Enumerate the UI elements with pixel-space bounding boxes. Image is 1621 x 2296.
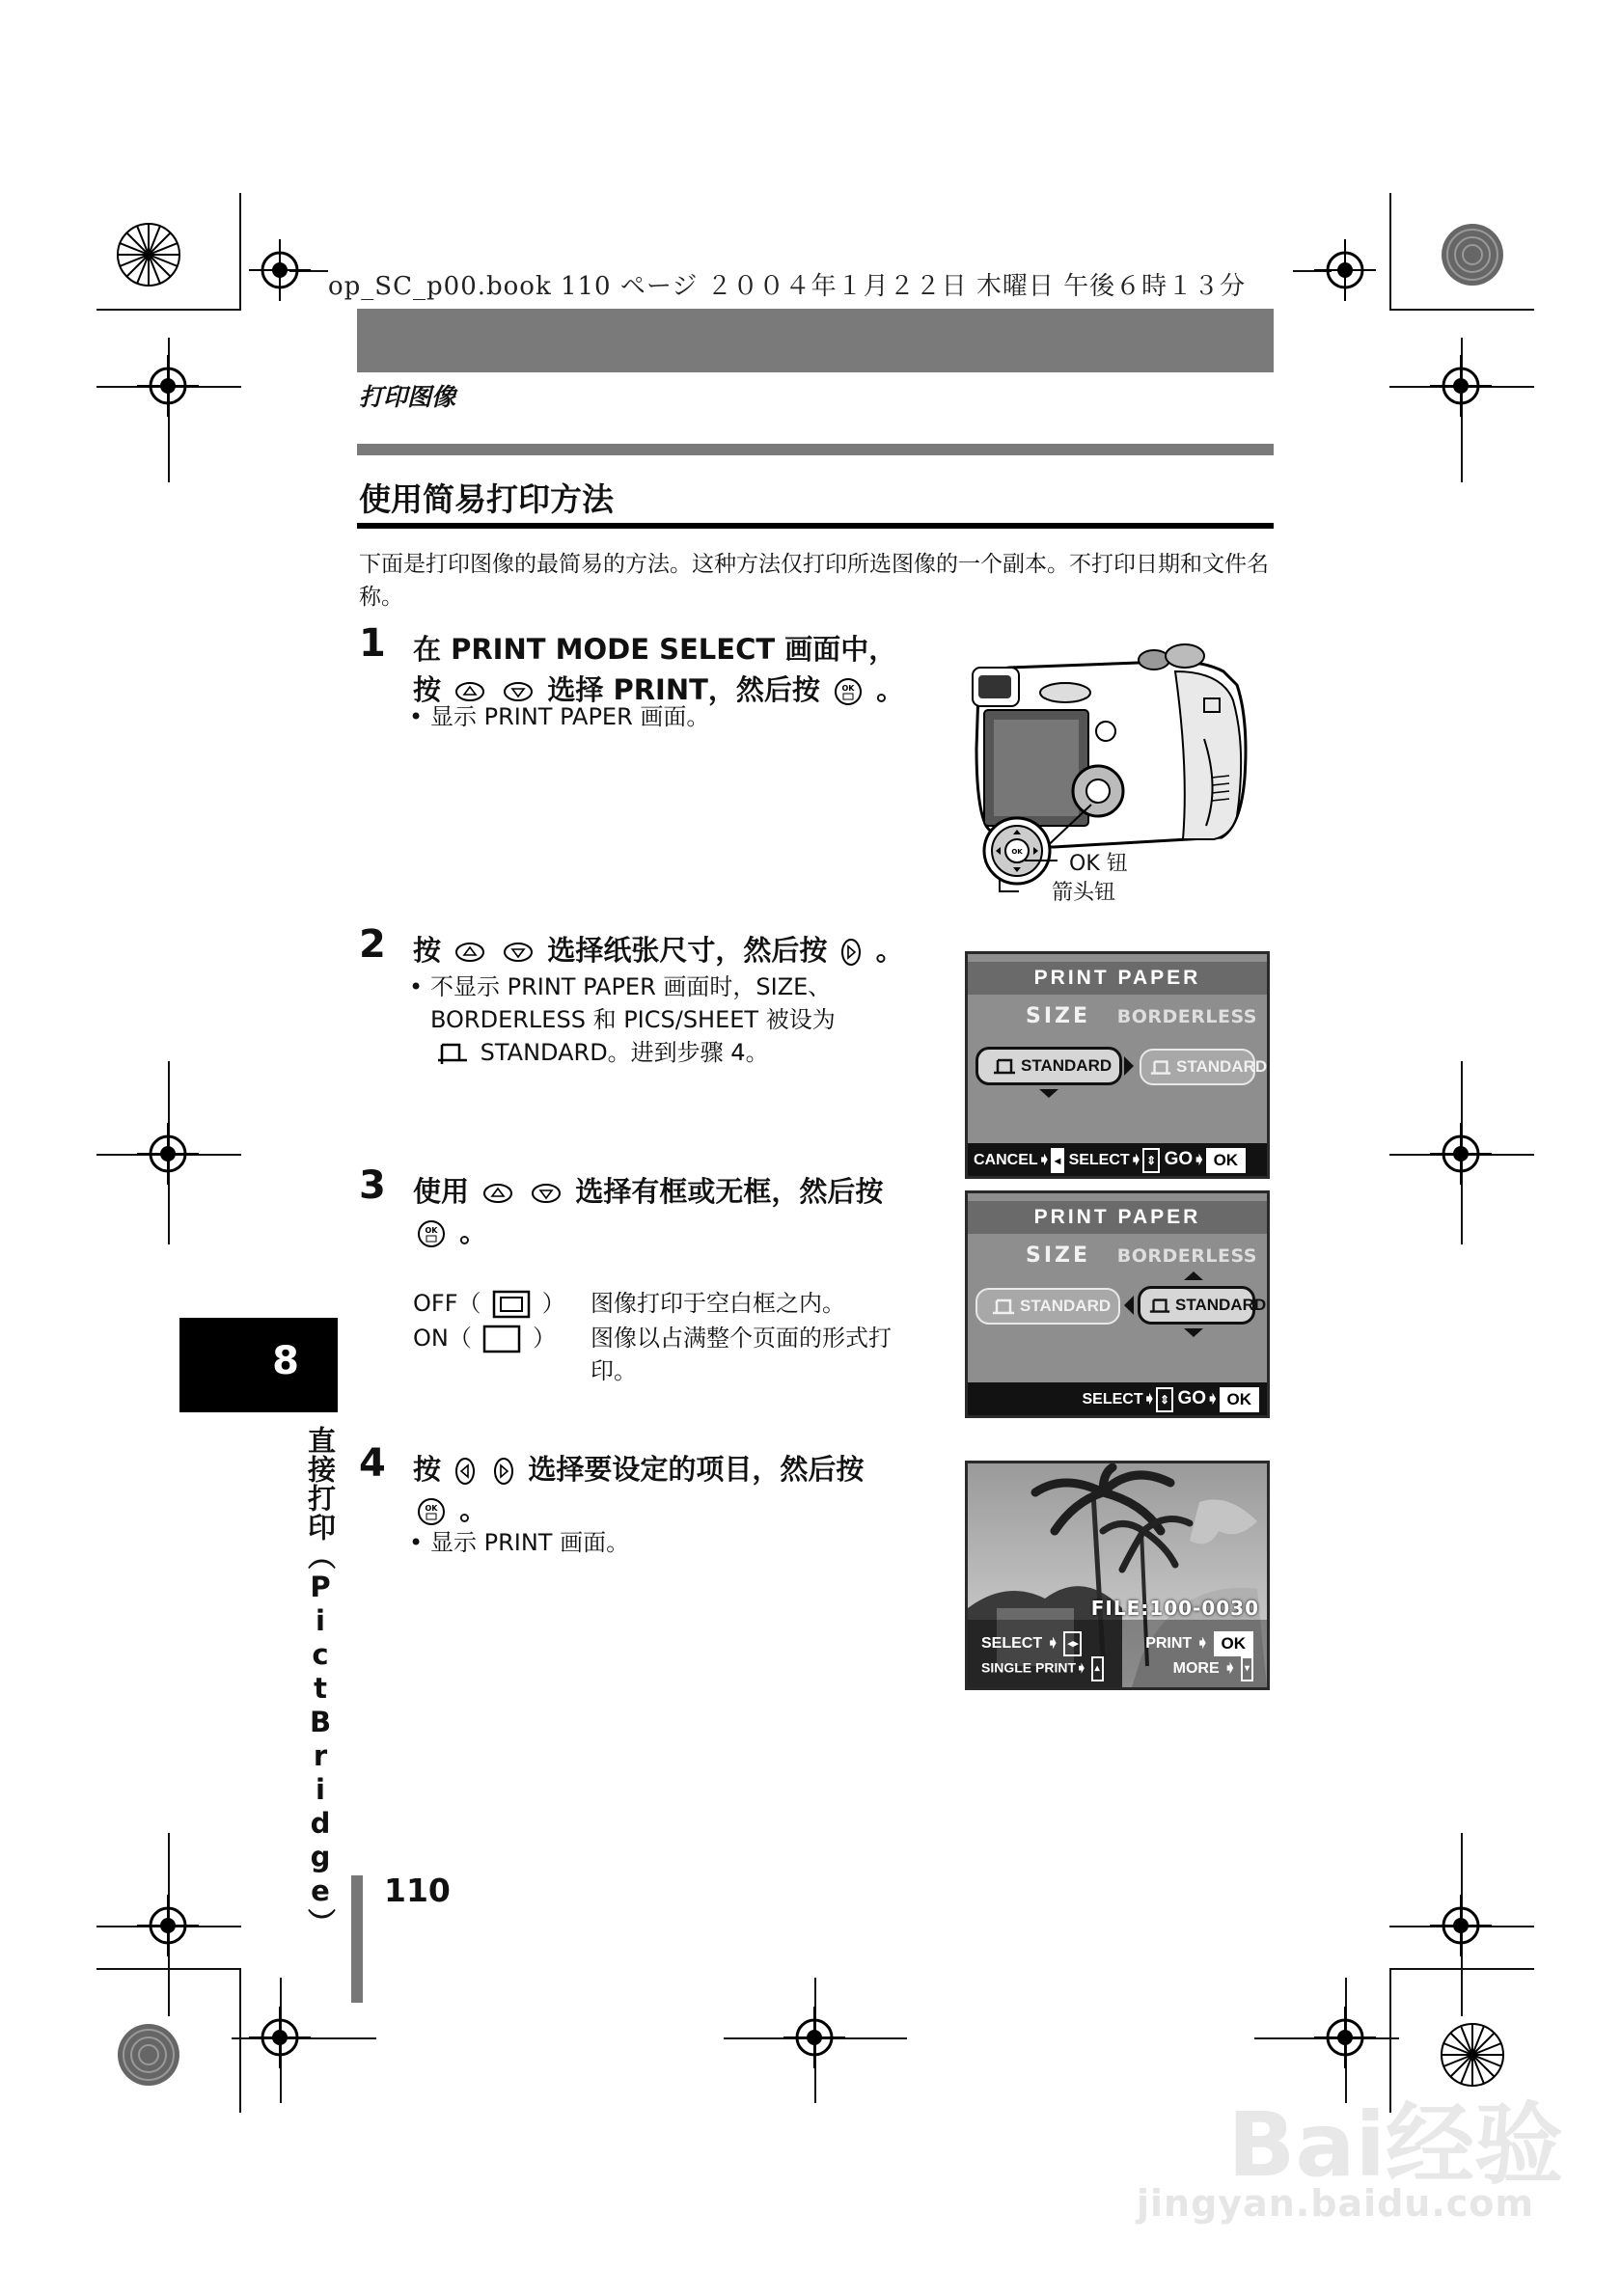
size-option-standard[interactable]: STANDARD (975, 1288, 1120, 1325)
registration-mark-icon (249, 239, 311, 301)
borderless-label: BORDERLESS (1116, 1245, 1257, 1267)
page-number: 110 (384, 1872, 451, 1909)
left-key-icon: ◂ (1051, 1148, 1064, 1173)
arrow-icon: ➧ (1193, 1152, 1206, 1168)
up-arrow-button-icon (482, 1183, 513, 1204)
step-1-line-2: 按 选择 PRINT，然后按 OK 。 (413, 673, 905, 706)
updown-key-icon: ⇕ (1156, 1387, 1173, 1412)
down-arrow-button-icon (503, 681, 534, 702)
print-preview-screen (965, 1461, 1270, 1690)
selector-down-arrow-icon (1037, 1087, 1060, 1099)
ok-button-icon (834, 677, 863, 706)
arrow-icon: ➧ (1129, 1152, 1143, 1168)
ok-key-icon: OK (1206, 1148, 1247, 1173)
updown-key-icon: ⇕ (1142, 1148, 1160, 1173)
borderless-option-standard[interactable]: STANDARD (1138, 1286, 1255, 1325)
registration-mark-icon (137, 1895, 199, 1956)
step-3-instruction: 使用 选择有框或无框，然后按 OK 。 (413, 1175, 884, 1248)
step-4-instruction: 按 选择要设定的项目，然后按 OK 。 (413, 1453, 865, 1526)
step-number: 2 (359, 922, 386, 967)
standard-paper-icon (992, 1057, 1017, 1077)
ok-button-icon (417, 1497, 446, 1526)
screen-title: PRINT PAPER (968, 1201, 1267, 1234)
ok-key-icon: OK (1214, 1631, 1254, 1656)
registration-mark-icon (1314, 2007, 1376, 2068)
intro-paragraph: 下面是打印图像的最简易的方法。这种方法仅打印所选图像的一个副本。不打印日期和文件名称。 (359, 552, 1269, 610)
watermark-logo: Bai经验 (1227, 2093, 1563, 2197)
arrow-icon: ➧ (1046, 1635, 1059, 1653)
selector-down-arrow-icon (1182, 1326, 1205, 1338)
chapter-title-vertical: 直接打印（PictBridge） (304, 1426, 337, 1937)
print-paper-screen (965, 951, 1270, 1179)
bordered-frame-icon (492, 1290, 531, 1319)
down-arrow-button-icon (503, 942, 534, 963)
section-divider (357, 444, 1274, 455)
starburst-mark-icon (116, 222, 181, 287)
up-arrow-button-icon (454, 942, 485, 963)
arrow-icon: ➧ (1037, 1152, 1052, 1168)
registration-mark-icon (783, 2007, 845, 2068)
screen-footer: SELECT➧ ⇕ GO➧ OK (968, 1382, 1267, 1415)
step-2-instruction: 按 选择纸张尺寸，然后按 。 (413, 934, 904, 967)
screen-footer: CANCEL➧ ◂ SELECT➧ ⇕ GO➧ OK (968, 1143, 1267, 1176)
selector-right-arrow-icon (1122, 1054, 1136, 1078)
starburst-mark-icon (1440, 222, 1505, 287)
screen-title: PRINT PAPER (968, 962, 1267, 995)
ok-button-icon (417, 1219, 446, 1248)
section-label: 打印图像 (359, 383, 456, 411)
right-arrow-button-icon (840, 938, 862, 967)
registration-mark-icon (1430, 1895, 1492, 1956)
svg-text:OK: OK (425, 1504, 438, 1513)
leftright-key-icon: ◂▸ (1063, 1631, 1082, 1656)
borderless-on-row: ON（ ） 图像以占满整个页面的形式打 印。 (413, 1325, 892, 1384)
svg-text:OK: OK (841, 684, 855, 693)
step-1-instruction (413, 629, 953, 710)
step-4-note: • 显示 PRINT 画面。 (409, 1529, 630, 1556)
borderless-label: BORDERLESS (1116, 1006, 1257, 1027)
step-number: 4 (359, 1441, 386, 1486)
standard-paper-icon (1149, 1058, 1172, 1078)
print-file-line: op_SC_p00.book 110 ページ ２００４年１月２２日 木曜日 午後６時１３分 (328, 272, 1247, 301)
step-2-note: • 不显示 PRINT PAPER 画面时，SIZE、 BORDERLESS 和 PICS/SHEET 被设为 STANDARD。进到步骤 4。 (409, 973, 836, 1066)
registration-mark-icon (137, 1123, 199, 1185)
step-1-line-1: 在 PRINT MODE SELECT 画面中， (413, 633, 897, 666)
page-number-bar (351, 1875, 363, 2003)
size-option-standard[interactable]: STANDARD (975, 1047, 1122, 1085)
selector-left-arrow-icon (1122, 1294, 1136, 1317)
size-label: SIZE (1026, 1004, 1091, 1028)
left-arrow-button-icon (454, 1457, 476, 1486)
chapter-tab: 8 (179, 1318, 338, 1412)
arrow-icon: ➧ (1142, 1391, 1157, 1408)
registration-mark-icon (1430, 355, 1492, 417)
svg-text:OK: OK (1011, 848, 1023, 856)
borderless-frame-icon (482, 1325, 521, 1353)
standard-paper-icon (434, 1041, 469, 1066)
preview-row-2: SINGLE PRINT➧ ▴ MORE ➧ ▾ (981, 1656, 1253, 1681)
registration-mark-icon (137, 355, 199, 417)
registration-mark-icon (1314, 239, 1376, 301)
svg-text:OK: OK (425, 1226, 438, 1235)
right-arrow-button-icon (493, 1457, 514, 1486)
arrow-button-callout: 箭头钮 (1052, 881, 1116, 905)
standard-paper-icon (991, 1298, 1016, 1317)
selector-up-arrow-icon (1182, 1271, 1205, 1282)
ok-key-icon: OK (1220, 1387, 1260, 1412)
ok-button-callout: OK 钮 (1069, 852, 1128, 876)
down-arrow-button-icon (531, 1183, 562, 1204)
arrow-icon: ➧ (1076, 1659, 1087, 1676)
step-number: 3 (359, 1163, 386, 1208)
arrow-icon: ➧ (1206, 1391, 1220, 1408)
registration-mark-icon (1430, 1123, 1492, 1185)
registration-mark-icon (249, 2007, 311, 2068)
page-title: 使用简易打印方法 (359, 480, 614, 518)
size-label: SIZE (1026, 1244, 1091, 1268)
standard-paper-icon (1148, 1297, 1171, 1316)
step-number: 1 (359, 621, 386, 666)
watermark-url: jingyan.baidu.com (1137, 2182, 1534, 2225)
borderless-option-standard[interactable]: STANDARD (1140, 1049, 1255, 1085)
header-bar (357, 309, 1274, 372)
starburst-mark-icon (116, 2022, 181, 2088)
step-1-note: • 显示 PRINT PAPER 画面。 (409, 703, 710, 730)
preview-row-1: SELECT ➧ ◂▸ PRINT ➧ OK (981, 1631, 1253, 1656)
file-number: FILE:100-0030 (1090, 1597, 1259, 1620)
up-key-icon: ▴ (1091, 1656, 1104, 1681)
up-arrow-button-icon (454, 681, 485, 702)
borderless-off-row: OFF（ ） 图像打印于空白框之内。 (413, 1290, 845, 1317)
arrow-icon: ➧ (1195, 1635, 1210, 1653)
print-paper-borderless-screen (965, 1190, 1270, 1418)
down-key-icon: ▾ (1241, 1656, 1253, 1681)
arrow-icon: ➧ (1223, 1660, 1237, 1678)
title-underline (357, 523, 1274, 529)
